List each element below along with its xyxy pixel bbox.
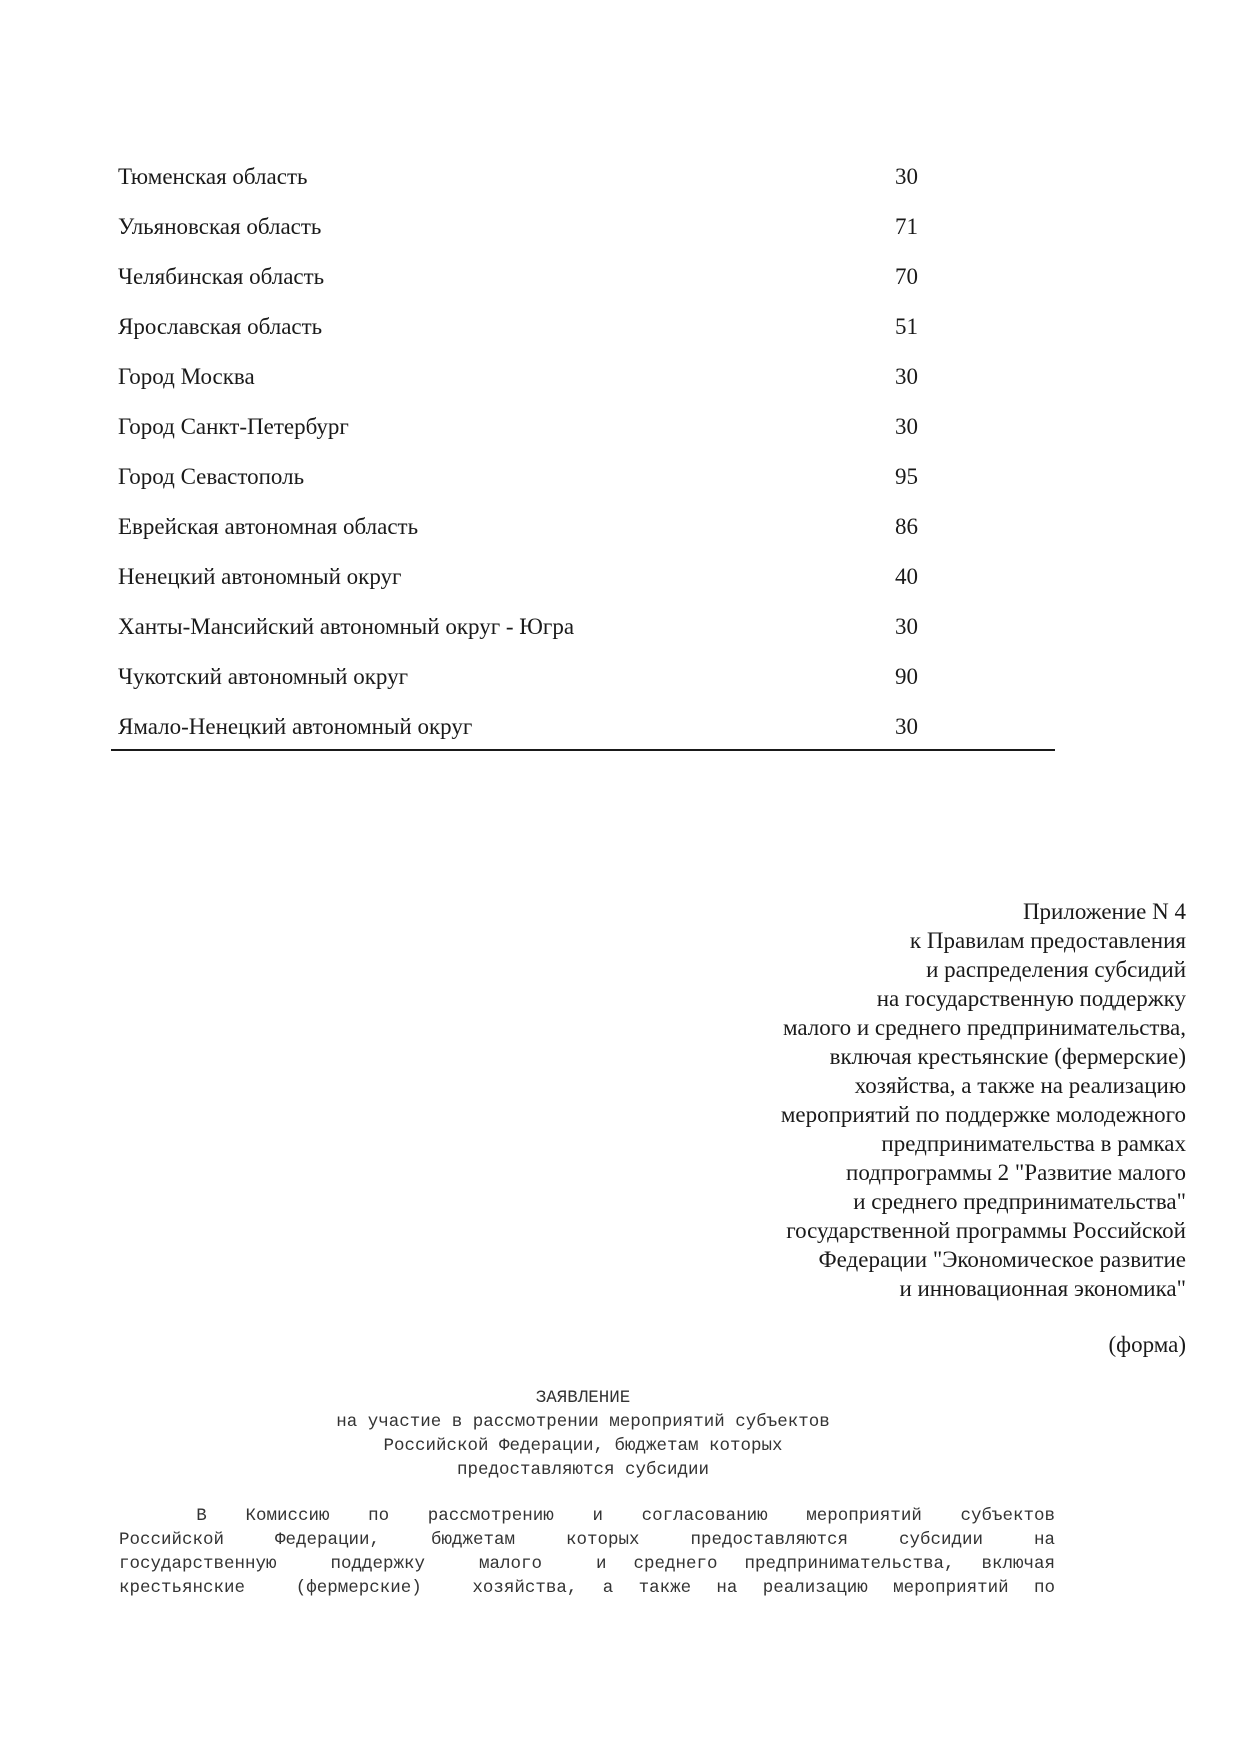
region-name: Ханты-Мансийский автономный округ - Югра bbox=[118, 614, 575, 639]
statement-title bbox=[111, 1386, 1055, 1482]
table-row bbox=[111, 155, 1055, 205]
region-name: Ямало-Ненецкий автономный округ bbox=[118, 714, 473, 739]
table-row bbox=[111, 605, 1055, 655]
statement-body bbox=[119, 1504, 1055, 1600]
appendix-line: и среднего предпринимательства" bbox=[853, 1189, 1186, 1214]
region-name: Город Москва bbox=[118, 364, 255, 389]
table-row bbox=[111, 705, 1055, 755]
form-label: (форма) bbox=[1108, 1332, 1186, 1357]
appendix-line: государственной программы Российской bbox=[786, 1218, 1186, 1243]
statement-body-line: Российской Федерации, бюджетам которых предоставляются субсидии на bbox=[119, 1530, 1055, 1550]
appendix-line: на государственную поддержку bbox=[876, 986, 1186, 1011]
appendix-line: подпрограммы 2 "Развитие малого bbox=[846, 1160, 1186, 1185]
statement-body-line: В Комиссию по рассмотрению и согласованию мероприятий субъектов bbox=[119, 1506, 1055, 1526]
region-name: Ненецкий автономный округ bbox=[118, 564, 402, 589]
table-row bbox=[111, 355, 1055, 405]
region-value: 71 bbox=[895, 214, 918, 239]
statement-title-line: Российской Федерации, бюджетам которых bbox=[383, 1436, 783, 1456]
region-value: 90 bbox=[895, 664, 918, 689]
appendix-line: хозяйства, а также на реализацию bbox=[854, 1073, 1186, 1098]
region-value: 30 bbox=[895, 714, 918, 739]
statement-body-line: крестьянские (фермерские) хозяйства, а также на реализацию мероприятий по bbox=[119, 1578, 1055, 1598]
region-value: 30 bbox=[895, 364, 918, 389]
table-row bbox=[111, 405, 1055, 455]
appendix-line: Приложение N 4 bbox=[1022, 899, 1186, 924]
appendix-line: включая крестьянские (фермерские) bbox=[829, 1044, 1186, 1069]
table-row bbox=[111, 255, 1055, 305]
region-value: 51 bbox=[895, 314, 918, 339]
table-row bbox=[111, 555, 1055, 605]
region-value: 95 bbox=[895, 464, 918, 489]
region-name: Челябинская область bbox=[118, 264, 325, 289]
region-name: Чукотский автономный округ bbox=[118, 664, 409, 689]
region-name: Город Санкт-Петербург bbox=[118, 414, 349, 439]
appendix-line: Федерации "Экономическое развитие bbox=[818, 1247, 1186, 1272]
table-row bbox=[111, 655, 1055, 705]
region-name: Тюменская область bbox=[118, 164, 308, 189]
appendix-line: предпринимательства в рамках bbox=[881, 1131, 1186, 1156]
appendix-heading bbox=[626, 897, 1186, 1303]
region-name: Город Севастополь bbox=[118, 464, 305, 489]
region-value: 30 bbox=[895, 614, 918, 639]
region-value: 70 bbox=[895, 264, 918, 289]
region-value: 40 bbox=[895, 564, 918, 589]
table-row bbox=[111, 505, 1055, 555]
statement-title-line: предоставляются субсидии bbox=[456, 1460, 710, 1480]
region-value: 30 bbox=[895, 164, 918, 189]
table-row bbox=[111, 305, 1055, 355]
region-value: 86 bbox=[895, 514, 918, 539]
appendix-line: к Правилам предоставления bbox=[909, 928, 1186, 953]
appendix-line: и инновационная экономика" bbox=[899, 1276, 1186, 1301]
statement-title-line: на участие в рассмотрении мероприятий субъектов bbox=[336, 1412, 830, 1432]
appendix-line: мероприятий по поддержке молодежного bbox=[780, 1102, 1186, 1127]
region-value: 30 bbox=[895, 414, 918, 439]
table-bottom-rule bbox=[111, 749, 1055, 751]
region-name: Ульяновская область bbox=[118, 214, 322, 239]
appendix-line: малого и среднего предпринимательства, bbox=[782, 1015, 1186, 1040]
statement-title-line: ЗАЯВЛЕНИЕ bbox=[535, 1388, 631, 1408]
region-name: Ярославская область bbox=[118, 314, 323, 339]
table-row bbox=[111, 455, 1055, 505]
statement-body-line: государственную поддержку малого и среднего предпринимательства, включая bbox=[119, 1554, 1055, 1574]
appendix-line: и распределения субсидий bbox=[926, 957, 1186, 982]
region-name: Еврейская автономная область bbox=[118, 514, 419, 539]
regions-table bbox=[111, 155, 1055, 755]
table-row bbox=[111, 205, 1055, 255]
